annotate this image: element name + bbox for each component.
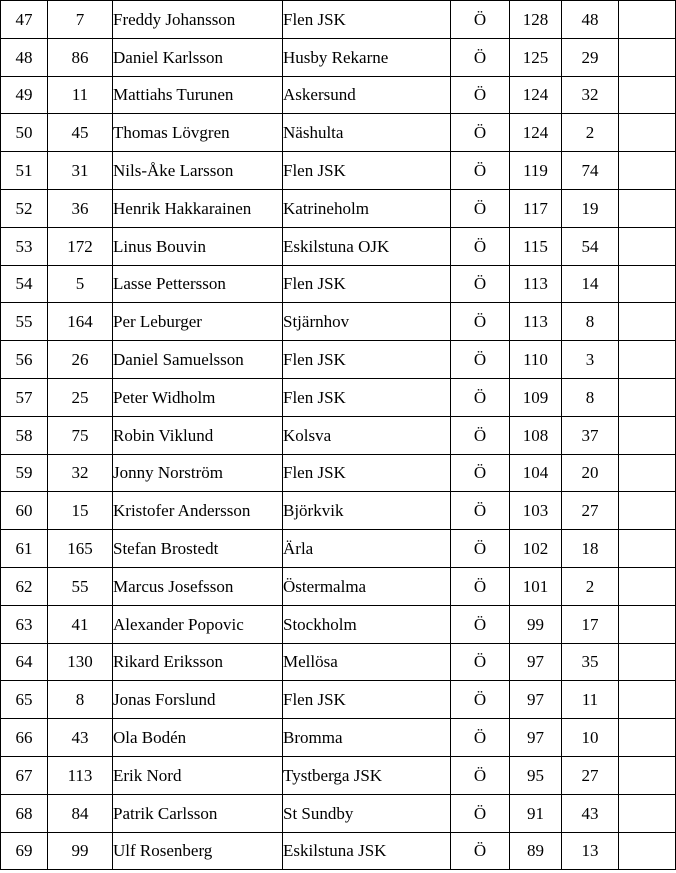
extra-value-cell: 10 bbox=[562, 719, 619, 757]
club-cell: Stockholm bbox=[283, 605, 451, 643]
name-cell: Robin Viklund bbox=[113, 416, 283, 454]
empty-cell bbox=[619, 341, 676, 379]
extra-value-cell: 37 bbox=[562, 416, 619, 454]
name-cell: Ola Bodén bbox=[113, 719, 283, 757]
empty-cell bbox=[619, 227, 676, 265]
class-cell: Ö bbox=[451, 605, 510, 643]
place-cell: 51 bbox=[1, 152, 48, 190]
points-cell: 104 bbox=[510, 454, 562, 492]
club-cell: Ärla bbox=[283, 530, 451, 568]
empty-cell bbox=[619, 114, 676, 152]
points-cell: 128 bbox=[510, 1, 562, 39]
club-cell: Flen JSK bbox=[283, 454, 451, 492]
name-cell: Marcus Josefsson bbox=[113, 567, 283, 605]
table-row bbox=[1, 681, 676, 719]
table-row bbox=[1, 492, 676, 530]
place-cell: 64 bbox=[1, 643, 48, 681]
points-cell: 99 bbox=[510, 605, 562, 643]
club-cell: Flen JSK bbox=[283, 378, 451, 416]
table-row bbox=[1, 378, 676, 416]
empty-cell bbox=[619, 378, 676, 416]
empty-cell bbox=[619, 794, 676, 832]
empty-cell bbox=[619, 681, 676, 719]
table-row bbox=[1, 227, 676, 265]
club-cell: Husby Rekarne bbox=[283, 38, 451, 76]
start-number-cell: 31 bbox=[48, 152, 113, 190]
class-cell: Ö bbox=[451, 303, 510, 341]
table-row bbox=[1, 152, 676, 190]
place-cell: 54 bbox=[1, 265, 48, 303]
points-cell: 119 bbox=[510, 152, 562, 190]
class-cell: Ö bbox=[451, 38, 510, 76]
results-table-body bbox=[1, 1, 676, 870]
table-row bbox=[1, 756, 676, 794]
extra-value-cell: 29 bbox=[562, 38, 619, 76]
class-cell: Ö bbox=[451, 643, 510, 681]
club-cell: Flen JSK bbox=[283, 341, 451, 379]
place-cell: 65 bbox=[1, 681, 48, 719]
class-cell: Ö bbox=[451, 530, 510, 568]
class-cell: Ö bbox=[451, 378, 510, 416]
points-cell: 113 bbox=[510, 265, 562, 303]
points-cell: 97 bbox=[510, 643, 562, 681]
class-cell: Ö bbox=[451, 1, 510, 39]
extra-value-cell: 35 bbox=[562, 643, 619, 681]
place-cell: 59 bbox=[1, 454, 48, 492]
points-cell: 110 bbox=[510, 341, 562, 379]
table-row bbox=[1, 114, 676, 152]
place-cell: 61 bbox=[1, 530, 48, 568]
place-cell: 55 bbox=[1, 303, 48, 341]
points-cell: 103 bbox=[510, 492, 562, 530]
start-number-cell: 45 bbox=[48, 114, 113, 152]
name-cell: Per Leburger bbox=[113, 303, 283, 341]
place-cell: 66 bbox=[1, 719, 48, 757]
place-cell: 68 bbox=[1, 794, 48, 832]
table-row bbox=[1, 794, 676, 832]
start-number-cell: 7 bbox=[48, 1, 113, 39]
points-cell: 101 bbox=[510, 567, 562, 605]
name-cell: Linus Bouvin bbox=[113, 227, 283, 265]
start-number-cell: 36 bbox=[48, 189, 113, 227]
name-cell: Kristofer Andersson bbox=[113, 492, 283, 530]
club-cell: Flen JSK bbox=[283, 1, 451, 39]
table-row bbox=[1, 605, 676, 643]
points-cell: 102 bbox=[510, 530, 562, 568]
table-row bbox=[1, 189, 676, 227]
extra-value-cell: 27 bbox=[562, 492, 619, 530]
empty-cell bbox=[619, 643, 676, 681]
start-number-cell: 113 bbox=[48, 756, 113, 794]
name-cell: Jonny Norström bbox=[113, 454, 283, 492]
extra-value-cell: 74 bbox=[562, 152, 619, 190]
place-cell: 49 bbox=[1, 76, 48, 114]
empty-cell bbox=[619, 832, 676, 870]
extra-value-cell: 2 bbox=[562, 114, 619, 152]
club-cell: Katrineholm bbox=[283, 189, 451, 227]
extra-value-cell: 14 bbox=[562, 265, 619, 303]
name-cell: Jonas Forslund bbox=[113, 681, 283, 719]
club-cell: Flen JSK bbox=[283, 681, 451, 719]
empty-cell bbox=[619, 567, 676, 605]
club-cell: Stjärnhov bbox=[283, 303, 451, 341]
class-cell: Ö bbox=[451, 492, 510, 530]
club-cell: Eskilstuna OJK bbox=[283, 227, 451, 265]
extra-value-cell: 20 bbox=[562, 454, 619, 492]
points-cell: 117 bbox=[510, 189, 562, 227]
points-cell: 124 bbox=[510, 114, 562, 152]
name-cell: Daniel Samuelsson bbox=[113, 341, 283, 379]
points-cell: 89 bbox=[510, 832, 562, 870]
name-cell: Daniel Karlsson bbox=[113, 38, 283, 76]
club-cell: Mellösa bbox=[283, 643, 451, 681]
empty-cell bbox=[619, 530, 676, 568]
club-cell: Tystberga JSK bbox=[283, 756, 451, 794]
club-cell: St Sundby bbox=[283, 794, 451, 832]
extra-value-cell: 8 bbox=[562, 303, 619, 341]
club-cell: Flen JSK bbox=[283, 265, 451, 303]
empty-cell bbox=[619, 605, 676, 643]
points-cell: 97 bbox=[510, 681, 562, 719]
table-row bbox=[1, 341, 676, 379]
class-cell: Ö bbox=[451, 189, 510, 227]
club-cell: Björkvik bbox=[283, 492, 451, 530]
place-cell: 52 bbox=[1, 189, 48, 227]
class-cell: Ö bbox=[451, 681, 510, 719]
place-cell: 53 bbox=[1, 227, 48, 265]
club-cell: Kolsva bbox=[283, 416, 451, 454]
club-cell: Näshulta bbox=[283, 114, 451, 152]
start-number-cell: 172 bbox=[48, 227, 113, 265]
start-number-cell: 26 bbox=[48, 341, 113, 379]
class-cell: Ö bbox=[451, 152, 510, 190]
place-cell: 62 bbox=[1, 567, 48, 605]
empty-cell bbox=[619, 454, 676, 492]
start-number-cell: 130 bbox=[48, 643, 113, 681]
start-number-cell: 41 bbox=[48, 605, 113, 643]
place-cell: 63 bbox=[1, 605, 48, 643]
start-number-cell: 43 bbox=[48, 719, 113, 757]
table-row bbox=[1, 567, 676, 605]
start-number-cell: 11 bbox=[48, 76, 113, 114]
extra-value-cell: 32 bbox=[562, 76, 619, 114]
table-row bbox=[1, 416, 676, 454]
empty-cell bbox=[619, 76, 676, 114]
start-number-cell: 165 bbox=[48, 530, 113, 568]
empty-cell bbox=[619, 189, 676, 227]
class-cell: Ö bbox=[451, 76, 510, 114]
table-row bbox=[1, 303, 676, 341]
name-cell: Patrik Carlsson bbox=[113, 794, 283, 832]
table-row bbox=[1, 530, 676, 568]
table-row bbox=[1, 76, 676, 114]
club-cell: Eskilstuna JSK bbox=[283, 832, 451, 870]
table-row bbox=[1, 643, 676, 681]
points-cell: 124 bbox=[510, 76, 562, 114]
points-cell: 108 bbox=[510, 416, 562, 454]
name-cell: Thomas Lövgren bbox=[113, 114, 283, 152]
class-cell: Ö bbox=[451, 832, 510, 870]
club-cell: Askersund bbox=[283, 76, 451, 114]
empty-cell bbox=[619, 265, 676, 303]
class-cell: Ö bbox=[451, 227, 510, 265]
extra-value-cell: 54 bbox=[562, 227, 619, 265]
extra-value-cell: 13 bbox=[562, 832, 619, 870]
class-cell: Ö bbox=[451, 265, 510, 303]
class-cell: Ö bbox=[451, 416, 510, 454]
empty-cell bbox=[619, 38, 676, 76]
place-cell: 69 bbox=[1, 832, 48, 870]
points-cell: 97 bbox=[510, 719, 562, 757]
extra-value-cell: 3 bbox=[562, 341, 619, 379]
extra-value-cell: 18 bbox=[562, 530, 619, 568]
start-number-cell: 25 bbox=[48, 378, 113, 416]
start-number-cell: 5 bbox=[48, 265, 113, 303]
empty-cell bbox=[619, 303, 676, 341]
points-cell: 95 bbox=[510, 756, 562, 794]
name-cell: Freddy Johansson bbox=[113, 1, 283, 39]
place-cell: 50 bbox=[1, 114, 48, 152]
name-cell: Mattiahs Turunen bbox=[113, 76, 283, 114]
place-cell: 60 bbox=[1, 492, 48, 530]
name-cell: Lasse Pettersson bbox=[113, 265, 283, 303]
start-number-cell: 86 bbox=[48, 38, 113, 76]
start-number-cell: 32 bbox=[48, 454, 113, 492]
empty-cell bbox=[619, 152, 676, 190]
extra-value-cell: 2 bbox=[562, 567, 619, 605]
place-cell: 58 bbox=[1, 416, 48, 454]
place-cell: 56 bbox=[1, 341, 48, 379]
name-cell: Erik Nord bbox=[113, 756, 283, 794]
class-cell: Ö bbox=[451, 567, 510, 605]
start-number-cell: 99 bbox=[48, 832, 113, 870]
name-cell: Stefan Brostedt bbox=[113, 530, 283, 568]
extra-value-cell: 43 bbox=[562, 794, 619, 832]
points-cell: 91 bbox=[510, 794, 562, 832]
points-cell: 113 bbox=[510, 303, 562, 341]
class-cell: Ö bbox=[451, 794, 510, 832]
place-cell: 57 bbox=[1, 378, 48, 416]
class-cell: Ö bbox=[451, 454, 510, 492]
empty-cell bbox=[619, 416, 676, 454]
table-row bbox=[1, 454, 676, 492]
table-row bbox=[1, 719, 676, 757]
class-cell: Ö bbox=[451, 756, 510, 794]
extra-value-cell: 19 bbox=[562, 189, 619, 227]
class-cell: Ö bbox=[451, 341, 510, 379]
start-number-cell: 75 bbox=[48, 416, 113, 454]
table-row bbox=[1, 265, 676, 303]
name-cell: Alexander Popovic bbox=[113, 605, 283, 643]
empty-cell bbox=[619, 492, 676, 530]
club-cell: Flen JSK bbox=[283, 152, 451, 190]
extra-value-cell: 27 bbox=[562, 756, 619, 794]
name-cell: Rikard Eriksson bbox=[113, 643, 283, 681]
points-cell: 115 bbox=[510, 227, 562, 265]
club-cell: Östermalma bbox=[283, 567, 451, 605]
start-number-cell: 55 bbox=[48, 567, 113, 605]
place-cell: 67 bbox=[1, 756, 48, 794]
extra-value-cell: 11 bbox=[562, 681, 619, 719]
start-number-cell: 15 bbox=[48, 492, 113, 530]
name-cell: Peter Widholm bbox=[113, 378, 283, 416]
extra-value-cell: 17 bbox=[562, 605, 619, 643]
extra-value-cell: 48 bbox=[562, 1, 619, 39]
start-number-cell: 8 bbox=[48, 681, 113, 719]
start-number-cell: 164 bbox=[48, 303, 113, 341]
name-cell: Henrik Hakkarainen bbox=[113, 189, 283, 227]
name-cell: Nils-Åke Larsson bbox=[113, 152, 283, 190]
empty-cell bbox=[619, 756, 676, 794]
class-cell: Ö bbox=[451, 719, 510, 757]
empty-cell bbox=[619, 719, 676, 757]
table-row bbox=[1, 38, 676, 76]
start-number-cell: 84 bbox=[48, 794, 113, 832]
class-cell: Ö bbox=[451, 114, 510, 152]
place-cell: 47 bbox=[1, 1, 48, 39]
points-cell: 125 bbox=[510, 38, 562, 76]
extra-value-cell: 8 bbox=[562, 378, 619, 416]
points-cell: 109 bbox=[510, 378, 562, 416]
name-cell: Ulf Rosenberg bbox=[113, 832, 283, 870]
table-row bbox=[1, 832, 676, 870]
table-row bbox=[1, 1, 676, 39]
club-cell: Bromma bbox=[283, 719, 451, 757]
place-cell: 48 bbox=[1, 38, 48, 76]
empty-cell bbox=[619, 1, 676, 39]
